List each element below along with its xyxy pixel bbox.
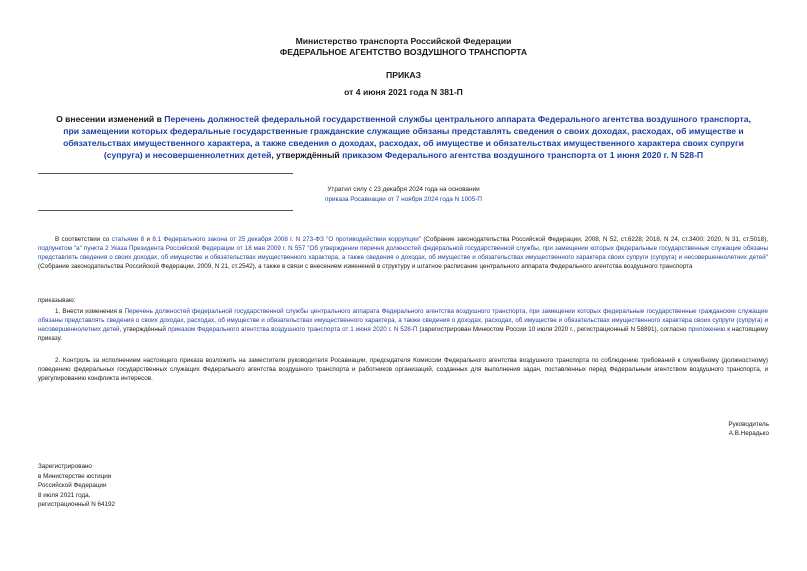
lost-force-text: Утратил силу с 23 декабря 2024 года на основании (327, 186, 480, 193)
item-1-paragraph: 1. Внести изменения в Перечень должностей федеральной государственной службы центрального аппарата Федерального агентства воздушного транспорта, при замещении которых федеральные государственные гражданские служащие обязаны представлять сведения о своих доходах, расходах, об имуществе и обязательствах имущественного характера, а также сведения о доходах, расходах, об имуществе и обязательствах имущественного характера своих супруги (супруга) и несовершеннолетних детей, утверждённый приказом Федерального агентства воздушного транспорта от 1 июня 2020 г. N 528-П (зарегистрирован Минюстом России 10 июля 2020 г., регистрационный N 58891), согласно приложению к настоящему приказу. (38, 308, 768, 343)
lost-force-note (250, 185, 557, 205)
signature-block (728, 420, 769, 438)
preamble-paragraph: В соответствии со статьями 8 и 8.1 Федерального закона от 25 декабря 2008 г. N 273-ФЗ "О противодействии коррупции" (Собрание законодательства Российской Федерации, 2008, N 52, ст.6228; 2018, N 24, ст.3400; 2020, N 31, ст.5018), подпунктом "а" пункта 2 Указа Президента Российской Федерации от 18 мая 2009 г. N 557 "Об утверждении перечня должностей федеральной государственной службы, при замещении которых федеральные государственные служащие обязаны представлять сведения о своих доходах, об имуществе и обязательствах имущественного характера, а также сведения о доходах, об имуществе и обязательствах имущественного характера своих супруги (супруга) и несовершеннолетних детей" (Собрание законодательства Российской Федерации, 2009, N 21, ст.2542), а также в связи с внесением изменений в структуру и штатное расписание центрального аппарата Федерального агентства воздушного транспорта (38, 236, 768, 271)
link-federal-law-273[interactable]: 8.1 Федерального закона от 25 декабря 2008 г. N 273-ФЗ "О противодействии коррупции" (152, 236, 422, 243)
ministry-name: Министерство транспорта Российской Федерации (295, 36, 512, 46)
title-prefix: О внесении изменений в (56, 114, 165, 124)
divider-top (38, 173, 293, 174)
signatory-name: А.В.Нерадько (728, 430, 769, 437)
signatory-role: Руководитель (728, 421, 769, 428)
divider-bottom (38, 210, 293, 211)
document-type: ПРИКАЗ (386, 70, 421, 80)
order-word: приказываю: (38, 297, 76, 304)
title-link-list[interactable]: Перечень должностей федеральной государственной службы центрального аппарата Федерального агентства воздушного транспорта, при замещении которых федеральные государственные гражданские служащие обязаны представлять сведения о своих доходах, расходах, об имуществе и обязательствах имущественного характера, а также сведения о доходах, расходах, об имуществе и обязательствах имущественного характера своих супруги (супруга) и несовершеннолетних детей (63, 114, 751, 160)
link-article-8[interactable]: статьями 8 (111, 236, 145, 243)
title-link-order[interactable]: приказом Федерального агентства воздушного транспорта от 1 июня 2020 г. N 528-П (342, 150, 704, 160)
lost-force-link[interactable]: приказа Росавиации от 7 ноября 2024 года N 1005-П (325, 196, 482, 203)
link-order-528[interactable]: приказом Федерального агентства воздушного транспорта от 1 июня 2020 г. N 528-П (167, 326, 418, 334)
registration-block: Зарегистрировано в Министерстве юстиции Российской Федерации 8 июля 2021 года, регистрационный N 64192 (38, 463, 116, 509)
document-title (50, 113, 757, 161)
agency-name: ФЕДЕРАЛЬНОЕ АГЕНТСТВО ВОЗДУШНОГО ТРАНСПОРТА (279, 47, 528, 57)
title-middle: , утверждённый (271, 150, 343, 160)
item-2-paragraph: 2. Контроль за исполнением настоящего приказа возложить на заместителя руководителя Росавиации, председателя Комиссии Федерального агентства воздушного транспорта по соблюдению требований к служебному (должностному) поведению федеральных государственных служащих Федерального агентства воздушного транспорта и работников организаций, созданных для выполнения задач, поставленных перед Федеральным агентством воздушного транспорта, и урегулированию конфликта интересов. (38, 357, 768, 383)
document-date: от 4 июня 2021 года N 381-П (344, 87, 463, 97)
link-appendix[interactable]: приложению (688, 326, 726, 334)
link-positions-list[interactable]: Перечень должностей федеральной государственной службы центрального аппарата Федерального агентства воздушного транспорта, при замещении которых федеральные государственные гражданские служащие обязаны представлять сведения о своих доходах, расходах, об имуществе и обязательствах имущественного характера, а также сведения о доходах, расходах, об имуществе и обязательствах имущественного характера своих супруги (супруга) и несовершеннолетних детей (38, 308, 768, 334)
link-decree-557[interactable]: подпунктом "а" пункта 2 Указа Президента Российской Федерации от 18 мая 2009 г. N 557 "Об утверждении перечня должностей федеральной государственной службы, при замещении которых федеральные государственные служащие обязаны представлять сведения о своих доходах, об имуществе и обязательствах имущественного характера, а также сведения о доходах, об имуществе и обязательствах имущественного характера своих супруги (супруга) и несовершеннолетних детей" (38, 245, 768, 262)
